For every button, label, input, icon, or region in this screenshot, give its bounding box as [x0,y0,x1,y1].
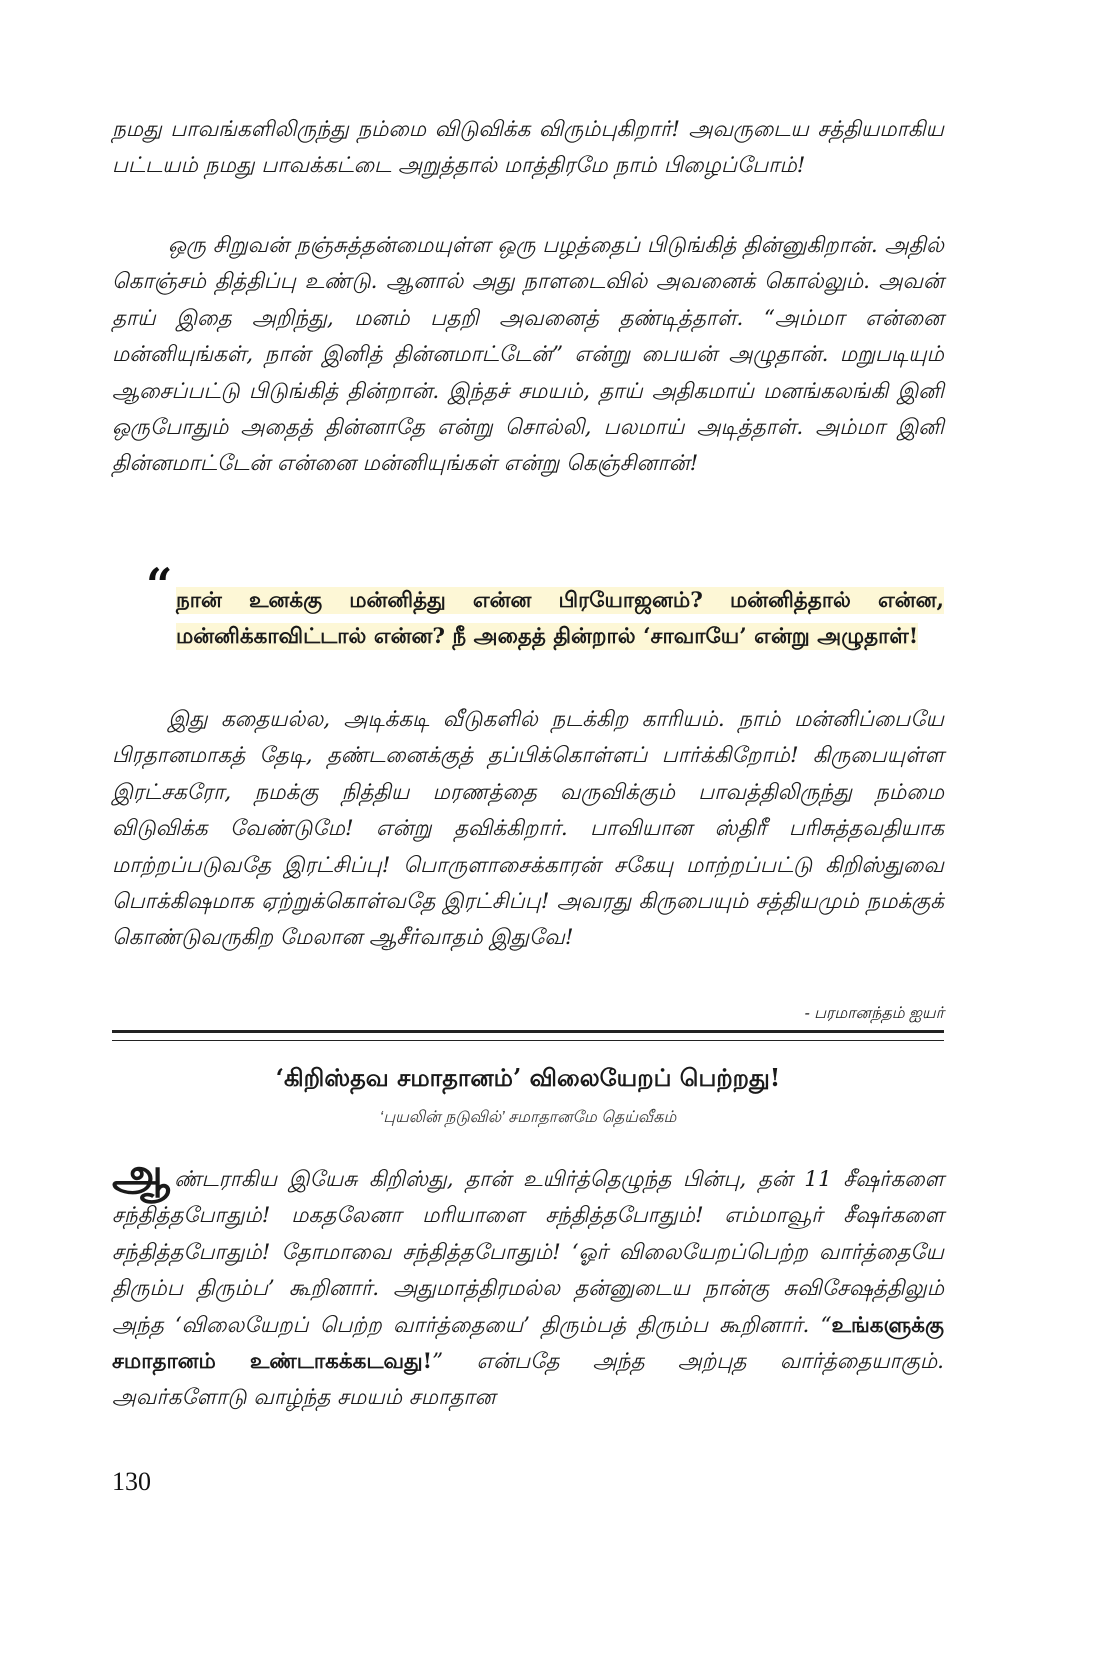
drop-cap: ஆ [112,1147,171,1201]
paragraph-peace-text: ண்டராகிய இயேசு கிறிஸ்து, தான் உயிர்த்தெழுந்த பின்பு, தன் 11 சீஷர்களை சந்தித்தபோதும்! மகதலேனா மரியாளை சந்தித்தபோதும்! எம்மாவூர் சீஷர்களை சந்தித்தபோதும்! தோமாவை சந்தித்தபோதும்! ‘ஓர் விலையேறப்பெற்ற வார்த்தையே திரும்ப திரும்ப’ கூறினார். அதுமாத்திரமல்ல தன்னுடைய நான்கு சுவிசேஷத்திலும் அந்த ‘விலையேறப் பெற்ற வார்த்தையை’ திரும்பத் திரும்ப கூறினார். “ [112,1167,944,1338]
attribution: - பரமானந்தம் ஐயர் [804,1005,944,1022]
paragraph-peace-text-end: ” என்பதே அந்த அற்புத வார்த்தையாகும். அவர்களோடு வாழ்ந்த சமயம் சமாதான [112,1349,945,1411]
paragraph-opening: நமது பாவங்களிலிருந்து நம்மை விடுவிக்க விரும்புகிறார்! அவருடைய சத்தியமாகிய பட்டயம் நமது பாவக்கட்டை அறுத்தால் மாத்திரமே நாம் பிழைப்போம்! [112,117,944,179]
pull-quote [176,583,944,655]
section-divider-thin [112,1040,944,1041]
page-number: 130 [112,1467,151,1496]
section-title: ‘கிறிஸ்தவ சமாதானம்’ விலையேறப் பெற்றது! [275,1063,781,1092]
section-divider [112,1030,944,1033]
paragraph-boy-story: ஒரு சிறுவன் நஞ்சுத்தன்மையுள்ள ஒரு பழத்தைப் பிடுங்கித் தின்னுகிறான். அதில் கொஞ்சம் தித்திப்பு உண்டு. ஆனால் அது நாளடைவில் அவனைக் கொல்லும். அவன் தாய் இதை அறிந்து, மனம் பதறி அவனைத் தண்டித்தாள். “அம்மா என்னை மன்னியுங்கள், நான் இனித் தின்னமாட்டேன்” என்று பையன் அழுதான். மறுபடியும் ஆசைப்பட்டு பிடுங்கித் தின்றான். இந்தச் சமயம், தாய் அதிகமாய் மனங்கலங்கி இனி ஒருபோதும் அதைத் தின்னாதே என்று சொல்லி, பலமாய் அடித்தாள். அம்மா இனி தின்னமாட்டேன் என்னை மன்னியுங்கள் என்று கெஞ்சினான்! [112,233,944,477]
paragraph-peace [112,1147,945,1417]
section-subtitle: ‘புயலின் நடுவில்’ சமாதானமே தெய்வீகம் [379,1109,677,1126]
quote-mark-icon: “ [146,558,173,612]
pull-quote-text: நான் உனக்கு மன்னித்து என்ன பிரயோஜனம்? மன்னித்தால் என்ன, மன்னிக்காவிட்டால் என்ன? நீ அதைத் தின்றால் ‘சாவாயே’ என்று அழுதாள்! [176,588,944,649]
peace-blessing-phrase: உங்களுக்கு சமாதானம் உண்டாகக்கடவது! [112,1312,944,1375]
paragraph-salvation: இது கதையல்ல, அடிக்கடி வீடுகளில் நடக்கிற காரியம். நாம் மன்னிப்பையே பிரதானமாகத் தேடி, தண்டனைக்குத் தப்பிக்கொள்ளப் பார்க்கிறோம்! கிருபையுள்ள இரட்சகரோ, நமக்கு நித்திய மரணத்தை வருவிக்கும் பாவத்திலிருந்து நம்மை விடுவிக்க வேண்டுமே! என்று தவிக்கிறார். பாவியான ஸ்திரீ பரிசுத்தவதியாக மாற்றப்படுவதே இரட்சிப்பு! பொருளாசைக்காரன் சகேயு மாற்றப்பட்டு கிறிஸ்துவை பொக்கிஷமாக ஏற்றுக்கொள்வதே இரட்சிப்பு! அவரது கிருபையும் சத்தியமும் நமக்குக் கொண்டுவருகிற மேலான ஆசீர்வாதம் இதுவே! [112,707,944,951]
